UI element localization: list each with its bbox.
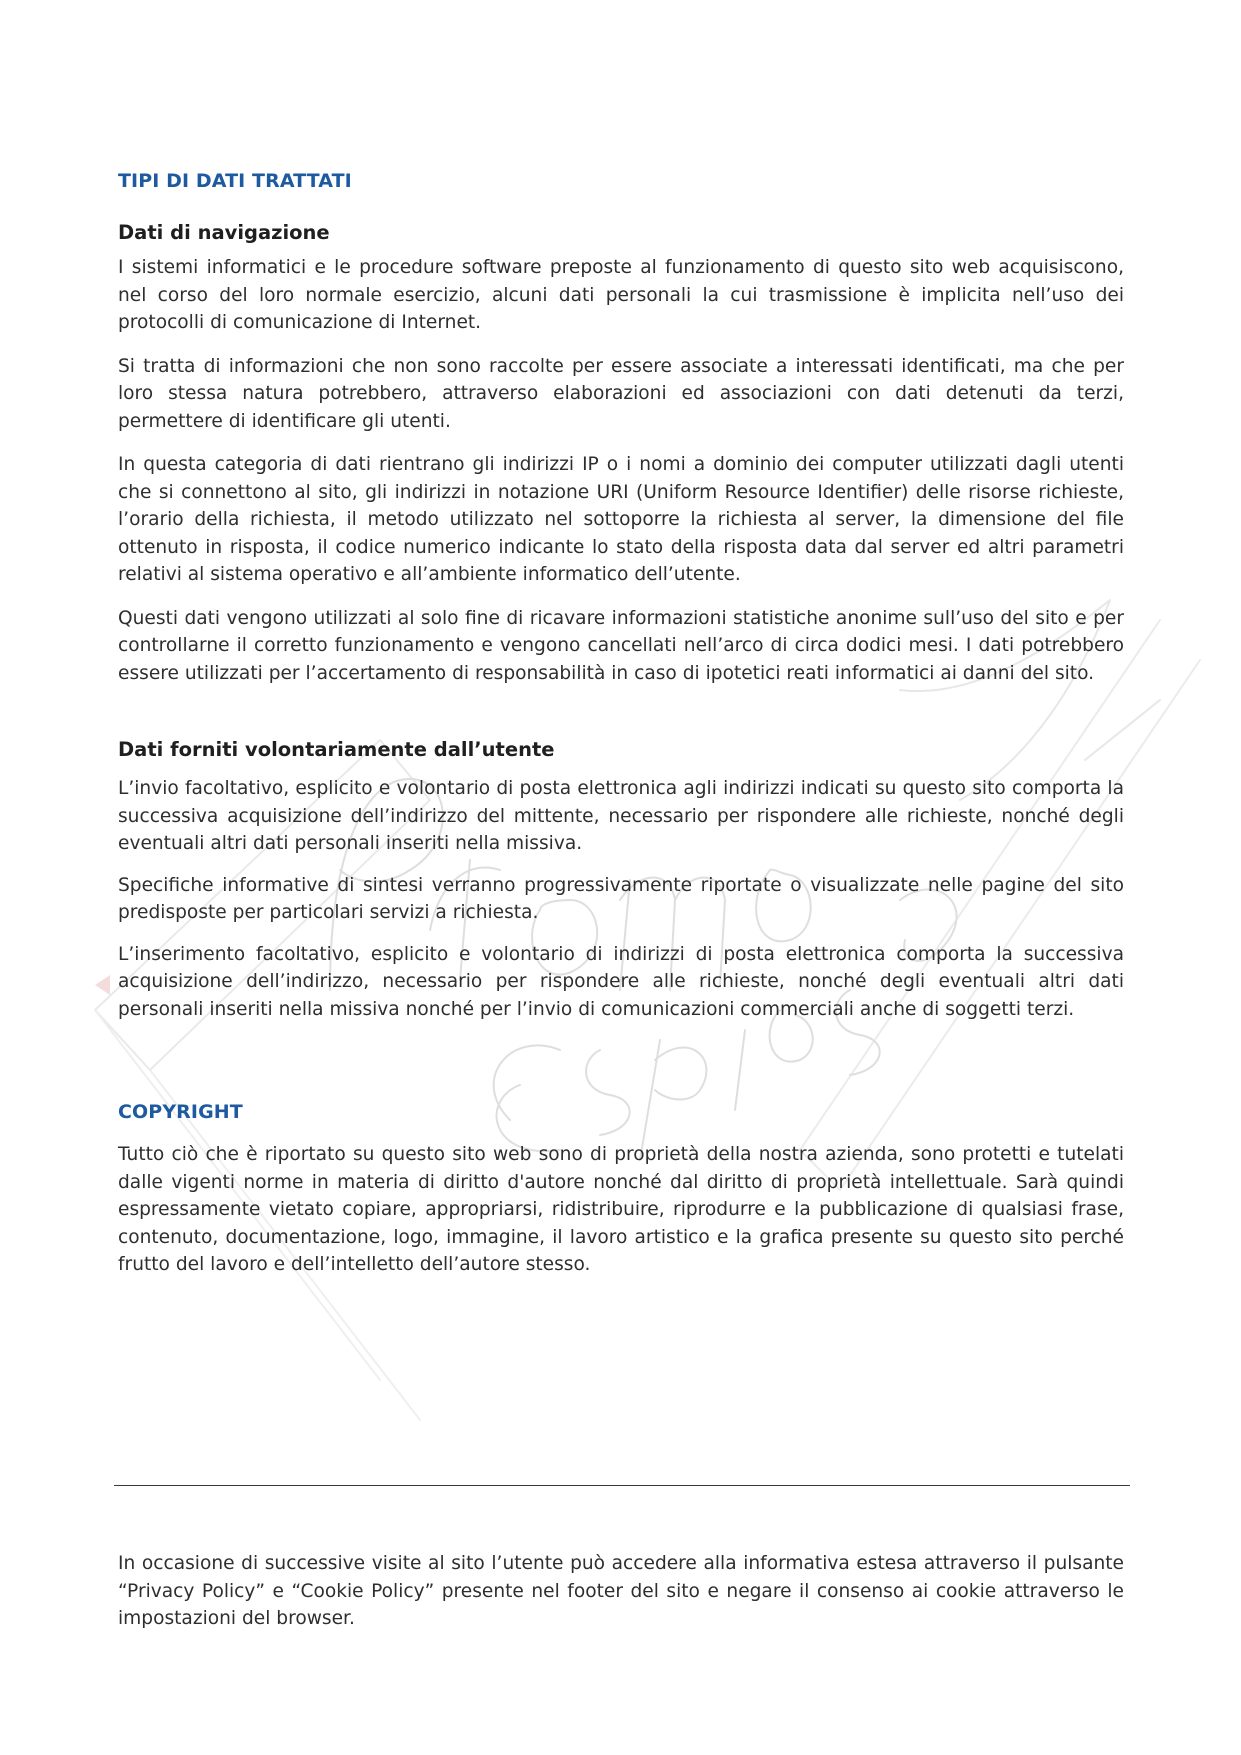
subheading-navigazione: Dati di navigazione xyxy=(118,221,330,244)
paragraph: I sistemi informatici e le procedure software preposte al funzionamento di questo sito web acquisiscono, nel corso del loro normale esercizio, alcuni dati personali la cui trasmissione è implicita nell’uso dei protocolli di comunicazione di Internet. xyxy=(118,257,1124,333)
paragraph: Tutto ciò che è riportato su questo sito web sono di proprietà della nostra azienda, sono protetti e tutelati dalle vigenti norme in materia di diritto d'autore nonché dal diritto di proprietà intellettuale. Sarà quindi espressamente vietato copiare, appropriarsi, ridistribuire, riprodurre e la pubblicazione di qualsiasi frase, contenuto, documentazione, logo, immagine, il lavoro artistico e la grafica presente su questo sito perché frutto del lavoro e dell’intelletto dell’autore stesso. xyxy=(118,1144,1124,1275)
footer-note xyxy=(118,1550,1124,1633)
section-title-tipi: TIPI DI DATI TRATTATI xyxy=(118,170,352,192)
divider-line xyxy=(114,1485,1130,1486)
paragraph: Si tratta di informazioni che non sono raccolte per essere associate a interessati identificati, ma che per loro stessa natura potrebbero, attraverso elaborazioni ed associazioni con dati detenuti da terzi, permettere di identificare gli utenti. xyxy=(118,355,1124,432)
paragraph: L’inserimento facoltativo, esplicito e volontario di indirizzi di posta elettronica comporta la successiva acquisizione dell’indirizzo, necessario per rispondere alle richieste, nonché degli eventuali altri dati personali inseriti nella missiva nonché per l’invio di comunicazioni commerciali anche di soggetti terzi. xyxy=(118,943,1124,1020)
section-title-copyright: COPYRIGHT xyxy=(118,1101,243,1123)
paragraph: Specifiche informative di sintesi verranno progressivamente riportate o visualizzate nelle pagine del sito predisposte per particolari servizi a richiesta. xyxy=(118,874,1124,923)
paragraph: Questi dati vengono utilizzati al solo fine di ricavare informazioni statistiche anonime sull’uso del sito e per controllarne il corretto funzionamento e vengono cancellati nell’arco di circa dodici mesi. I dati potrebbero essere utilizzati per l’accertamento di responsabilità in caso di ipotetici reati informatici ai danni del sito. xyxy=(118,607,1124,684)
paragraph: L’invio facoltativo, esplicito e volontario di posta elettronica agli indirizzi indicati su questo sito comporta la successiva acquisizione dell’indirizzo del mittente, necessario per rispondere alle richieste, nonché degli eventuali altri dati personali inseriti nella missiva. xyxy=(118,778,1124,854)
subheading-forniti: Dati forniti volontariamente dall’utente xyxy=(118,738,555,761)
document-body xyxy=(118,170,1124,1279)
paragraph: In questa categoria di dati rientrano gli indirizzi IP o i nomi a dominio dei computer utilizzati dagli utenti che si connettono al sito, gli indirizzi in notazione URI (Uniform Resource Identifier) delle risorse richieste, l’orario della richiesta, il metodo utilizzato nel sottoporre la richiesta al server, la dimensione del file ottenuto in risposta, il codice numerico indicante lo stato della risposta data dal server ed altri parametri relativi al sistema operativo e all’ambiente informatico dell’utente. xyxy=(118,454,1124,585)
footer-paragraph: In occasione di successive visite al sito l’utente può accedere alla informativa estesa attraverso il pulsante “Privacy Policy” e “Cookie Policy” presente nel footer del sito e negare il consenso ai cookie attraverso le impostazioni del browser. xyxy=(118,1553,1124,1629)
